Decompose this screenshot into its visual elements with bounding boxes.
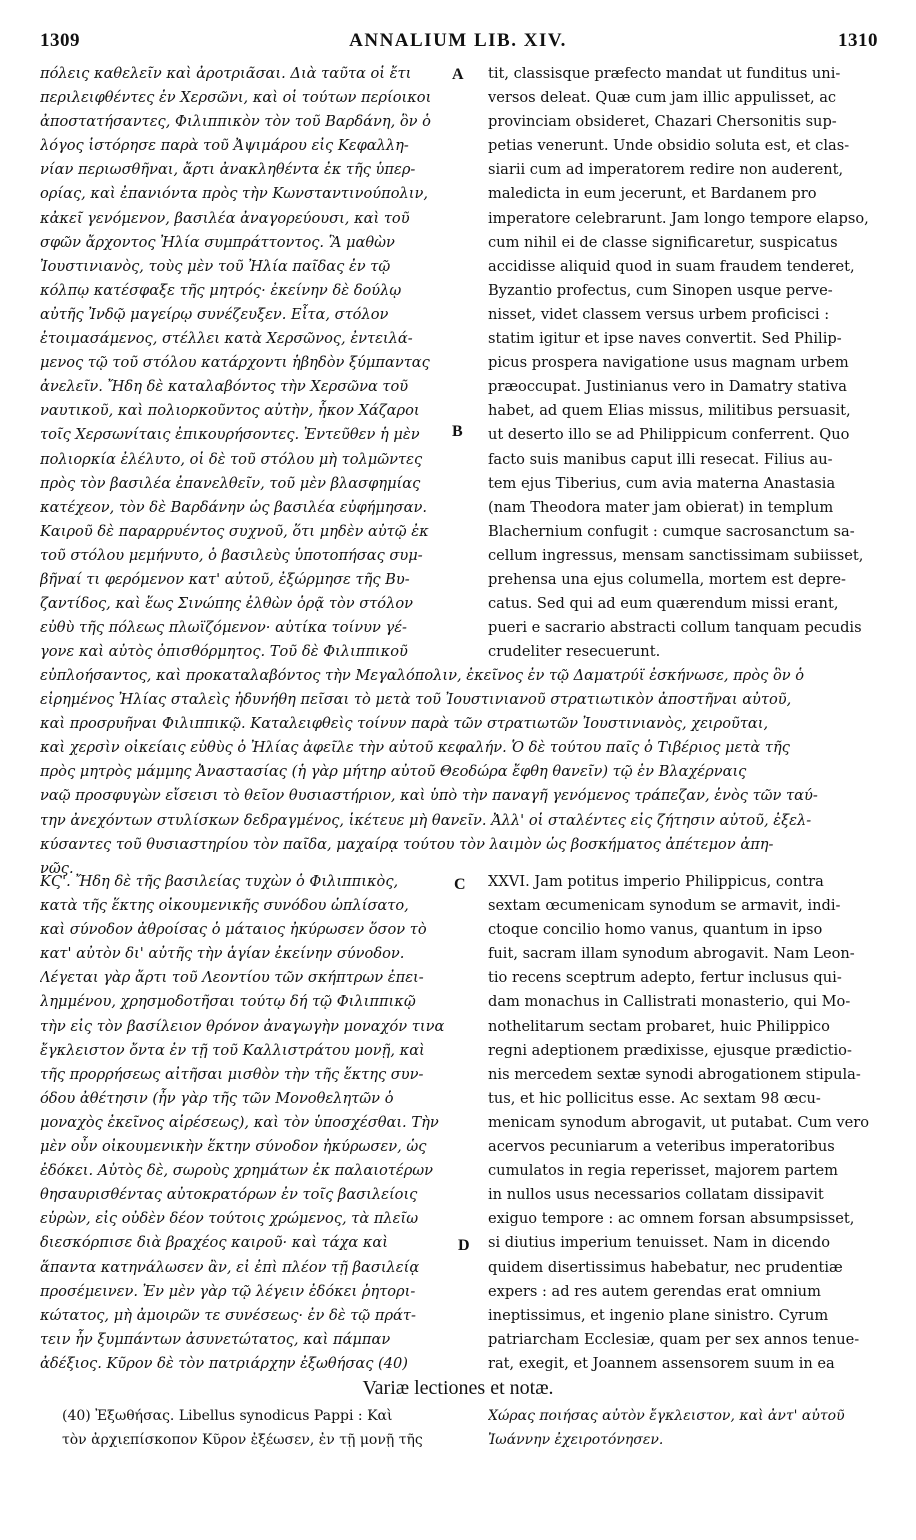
margin-marker-b: B — [452, 423, 463, 440]
greek-text-line: εὐπλοήσαντος, καὶ προκαταλαβόντος τὴν Μεγαλόπολιν, ἐκεῖνος ἐν τῷ Δαματρύϊ ἐσκήνωσε, πρὸς ὃν ὁ — [40, 667, 805, 684]
greek-text-line: προσέμεινεν. Ἐν μὲν γὰρ τῷ λέγειν ἐδόκει ῥητορι- — [40, 1282, 416, 1300]
greek-text-line: μὲν οὖν οἰκουμενικὴν ἕκτην σύνοδον ἠκύρωσεν, ὡς — [40, 1138, 427, 1156]
greek-text-line: Καιροῦ δὲ παραρρυέντος συχνοῦ, ὅτι μηδὲν αὐτῷ ἐκ — [40, 522, 429, 540]
greek-text-line: κατ' αὐτὸν δι' αὐτῆς τὴν ἁγίαν ἐκείνην σύνοδον. — [40, 945, 405, 963]
latin-text-line: Blachernium confugit : cumque sacrosanctum sa- — [488, 522, 855, 540]
greek-text-line: ναυτικοῦ, καὶ πολιορκοῦντος αὐτὴν, ἧκον Χάζαροι — [40, 402, 420, 420]
greek-text-line: καὶ χερσὶν οἰκείαις εὐθὺς ὁ Ἠλίας ἀφεῖλε τὴν αὐτοῦ κεφαλήν. Ὁ δὲ τούτου παῖς ὁ Τιβέριος μετὰ τῆς — [40, 739, 790, 757]
latin-text-line: rat, exegit, et Joannem assensorem suum in ea — [488, 1354, 835, 1372]
latin-text-line: maledicta in eum jecerunt, et Bardanem pro — [488, 185, 817, 203]
latin-column-top — [488, 62, 878, 664]
latin-text-line: in nullos usus necessarios collatam dissipavit — [488, 1186, 824, 1204]
greek-text-line: κατὰ τῆς ἕκτης οἰκουμενικῆς συνόδου ὡπλίσατο, — [40, 897, 409, 915]
note-line: (40) Ἐξωθήσας. Libellus synodicus Pappi : Καὶ — [62, 1408, 393, 1424]
greek-text-line: τοῖς Χερσωνίταις ἐπικουρήσοντες. Ἐντεῦθεν ἡ μὲν — [40, 426, 420, 444]
greek-text-line: λόγος ἱστόρησε παρὰ τοῦ Ἀψιμάρου εἰς Κεφαλλη- — [40, 137, 409, 155]
latin-text-line: crudeliter resecuerunt. — [488, 643, 661, 661]
latin-text-line: pueri e sacrario abstracti collum tanquam pecudis — [488, 619, 862, 637]
latin-text-line: patriarcham Ecclesiæ, quam per sex annos tenue- — [488, 1330, 860, 1348]
latin-text-line: menicam synodum abrogavit, ut putabat. Cum vero — [488, 1113, 870, 1131]
latin-text-line: imperatore celebrarunt. Jam longo tempore elapso, — [488, 209, 869, 227]
greek-text-line: ἑτοιμασάμενος, στέλλει κατὰ Χερσῶνος, ἐντειλά- — [40, 330, 413, 348]
greek-text-line: πρὸς τὸν βασιλέα ἐπανελθεῖν, τοῦ μὲν βλασφημίας — [40, 474, 421, 492]
margin-marker-d: D — [458, 1237, 470, 1254]
latin-text-line: provinciam obsideret, Chazari Chersonitis sup- — [488, 113, 837, 131]
greek-text-line: ἀδέξιος. Κῦρον δὲ τὸν πατριάρχην ἐξωθήσας (40) — [40, 1354, 408, 1372]
greek-text-line: σφῶν ἄρχοντος Ἠλία συμπράττοντος. Ἃ μαθὼν — [40, 233, 395, 251]
latin-text-line: regni adeptionem prædixisse, ejusque prædictio- — [488, 1041, 852, 1059]
greek-text-line: κἀκεῖ γενόμενον, βασιλέα ἀναγορεύουσι, καὶ τοῦ — [40, 209, 410, 227]
latin-text-line: tio recens sceptrum adepto, fertur inclusus qui- — [488, 969, 842, 987]
latin-text-line: exiguo tempore : ac omnem forsan absumpsisset, — [488, 1210, 855, 1228]
greek-text-line: ΚϚ'. Ἤδη δὲ τῆς βασιλείας τυχὼν ὁ Φιλιππικὸς, — [40, 873, 399, 890]
latin-text-line: sextam œcumenicam synodum se armavit, indi- — [488, 897, 841, 915]
greek-text-line: βῆναί τι φερόμενον κατ' αὐτοῦ, ἐξώρμησε τῆς Βυ- — [40, 570, 410, 588]
latin-text-line: cumulatos in regia reperisset, majorem partem — [488, 1162, 838, 1180]
greek-text-line: θησαυρισθέντας αὐτοκρατόρων ἐν τοῖς βασιλείοις — [40, 1186, 418, 1204]
greek-text-line: όδου ἀθέτησιν (ἦν γὰρ τῆς τῶν Μονοθελητῶν ὁ — [40, 1089, 394, 1107]
latin-text-line: ctoque concilio homo vanus, quantum in ipso — [488, 921, 823, 939]
latin-text-line: nis mercedem sextæ synodi abrogationem stipula- — [488, 1065, 861, 1083]
latin-text-line: cellum ingressus, mensam sanctissimam subiisset, — [488, 546, 864, 564]
latin-text-line: tem ejus Tiberius, cum avia materna Anastasia — [488, 474, 836, 492]
greek-text-line: τοῦ στόλου μεμήνυτο, ὁ βασιλεὺς ὑποτοπήσας συμ- — [40, 546, 423, 564]
note-line: Χώρας ποιήσας αὐτὸν ἔγκλειστον, καὶ ἀντ' αὐτοῦ — [488, 1408, 845, 1424]
running-title: ANNALIUM LIB. XIV. — [349, 30, 567, 51]
latin-text-line: ineptissimus, et ingenio plane sinistro. Cyrum — [488, 1306, 829, 1324]
margin-marker-c: C — [454, 876, 466, 893]
latin-text-line: tus, et hic pollicitus esse. Ac sextam 98 œcu- — [488, 1089, 821, 1107]
latin-text-line: præoccupat. Justinianus vero in Damatry stativa — [488, 378, 847, 396]
note-line: Ἰωάννην ἐχειροτόνησεν. — [488, 1432, 664, 1449]
greek-text-line: λημμένου, χρησμοδοτῆσαι τούτῳ δή τῷ Φιλιππικῷ — [40, 993, 416, 1011]
greek-text-line: πολιορκία ἐλέλυτο, οἱ δὲ τοῦ στόλου μὴ τολμῶντες — [40, 450, 423, 468]
latin-text-line: nisset, videt classem versus urbem proficisci : — [488, 305, 830, 323]
latin-text-line: accidisse aliquid quod in suam fraudem tenderet, — [488, 257, 855, 275]
margin-marker-a: A — [452, 66, 464, 83]
note-left-column — [62, 1405, 462, 1453]
note-right-column — [488, 1405, 888, 1453]
greek-text-line: Λέγεται γὰρ ἄρτι τοῦ Λεοντίου τῶν σκήπτρων ἐπει- — [40, 969, 424, 987]
greek-text-line: ἅπαντα κατηνάλωσεν ἂν, εἰ ἐπὶ πλέον τῇ βασιλείᾳ — [40, 1258, 420, 1276]
greek-text-line: ἐδόκει. Αὐτὸς δὲ, σωροὺς χρημάτων ἐκ παλαιοτέρων — [40, 1162, 434, 1180]
greek-text-line: εὑρὼν, εἰς οὐδὲν δέον τούτοις χρώμενος, τὰ πλεῖω — [40, 1210, 419, 1228]
greek-text-line: τῆς προρρήσεως αἰτῆσαι μισθὸν τὴν τῆς ἕκτης συν- — [40, 1065, 424, 1083]
greek-text-line: γονε καὶ αὐτὸς ὀπισθόρμητος. Τοῦ δὲ Φιλιππικοῦ — [40, 643, 408, 661]
greek-text-line: νῶς. — [40, 859, 74, 877]
greek-text-line: πρὸς μητρὸς μάμμης Ἀναστασίας (ἡ γὰρ μήτηρ αὐτοῦ Θεοδώρα ἔφθη θανεῖν) τῷ ἐν Βλαχέρναις — [40, 763, 747, 781]
greek-text-line: πόλεις καθελεῖν καὶ ἀροτριᾶσαι. Διὰ ταῦτα οἱ ἔτι — [40, 65, 412, 82]
greek-text-line: μενος τῷ τοῦ στόλου κατάρχοντι ἡβηδὸν ξύμπαντας — [40, 354, 430, 372]
latin-text-line: Byzantio profectus, cum Sinopen usque perve- — [488, 281, 833, 299]
greek-text-line: Ἰουστινιανὸς, τοὺς μὲν τοῦ Ἠλία παῖδας ἐν τῷ — [40, 257, 391, 275]
latin-text-line: petias venerunt. Unde obsidio soluta est, et clas- — [488, 137, 850, 155]
latin-text-line: prehensa una ejus columella, mortem est depre- — [488, 570, 846, 588]
greek-text-line: ἀνελεῖν. Ἤδη δὲ καταλαβόντος τὴν Χερσῶνα τοῦ — [40, 378, 409, 396]
greek-text-line: ναῷ προσφυγὼν εἴσεισι τὸ θεῖον θυσιαστήριον, καὶ ὑπὸ τὴν παναγῆ γενόμενος τράπεζαν, ἑνὸς τῶν ταύ- — [40, 787, 818, 805]
greek-column-top — [40, 62, 452, 664]
greek-text-line: αὐτῆς Ἰνδῷ μαγείρῳ συνέζευξεν. Εἶτα, στόλον — [40, 305, 389, 323]
left-page-number: 1309 — [40, 30, 80, 51]
latin-text-line: siarii cum ad imperatorem redire non auderent, — [488, 161, 844, 179]
greek-text-line: εὐθὺ τῆς πόλεως πλωϊζόμενον· αὐτίκα τοίνυν γέ- — [40, 619, 407, 637]
latin-text-line: ut deserto illo se ad Philippicum conferrent. Quo — [488, 426, 850, 444]
latin-text-line: habet, ad quem Elias missus, militibus persuasit, — [488, 402, 851, 420]
latin-text-line: XXVI. Jam potitus imperio Philippicus, contra — [488, 873, 824, 890]
greek-text-line: κώτατος, μὴ ἀμοιρῶν τε συνέσεως· ἐν δὲ τῷ πράτ- — [40, 1306, 416, 1324]
greek-text-line: ἀποστατήσαντες, Φιλιππικὸν τὸν τοῦ Βαρδάνη, ὃν ὁ — [40, 113, 431, 131]
latin-text-line: (nam Theodora mater jam obierat) in templum — [488, 498, 834, 516]
latin-text-line: tit, classisque præfecto mandat ut funditus uni- — [488, 65, 841, 82]
greek-text-line: ζαντίδος, καὶ ἕως Σινώπης ἐλθὼν ὁρᾷ τὸν στόλον — [40, 595, 413, 613]
right-page-number: 1310 — [838, 30, 878, 51]
greek-text-line: εἰρημένος Ἠλίας σταλεὶς ἠδυνήθη πεῖσαι τὸ μετὰ τοῦ Ἰουστινιανοῦ στρατιωτικὸν ἀποστῆναι αὐτοῦ, — [40, 691, 792, 709]
greek-text-line: διεσκόρπισε διὰ βραχέος καιροῦ· καὶ τάχα καὶ — [40, 1234, 388, 1252]
latin-text-line: fuit, sacram illam synodum abrogavit. Nam Leon- — [488, 945, 855, 963]
greek-text-line: καὶ προσρυῆναι Φιλιππικῷ. Καταλειφθεὶς τοίνυν παρὰ τῶν στρατιωτῶν Ἰουστινιανὸς, χειροῦται, — [40, 715, 769, 733]
latin-text-line: versos deleat. Quæ cum jam illic appulisset, ac — [488, 89, 837, 107]
latin-text-line: si diutius imperium tenuisset. Nam in dicendo — [488, 1234, 830, 1252]
greek-text-line: καὶ σύνοδον ἀθροίσας ὁ μάταιος ἠκύρωσεν ὅσον τὸ — [40, 921, 427, 939]
greek-text-line: περιλειφθέντες ἐν Χερσῶνι, καὶ οἱ τούτων περίοικοι — [40, 89, 432, 107]
latin-column-bottom — [488, 870, 878, 1376]
greek-text-line: την ἀνεχόντων στυλίσκων δεδραγμένος, ἱκέτευε μὴ θανεῖν. Ἀλλ' οἱ σταλέντες εἰς ζήτησιν αὐτοῦ, ἐξελ- — [40, 811, 812, 829]
latin-text-line: nothelitarum sectam probaret, huic Philippico — [488, 1017, 830, 1035]
greek-text-line: κατέχεον, τὸν δὲ Βαρδάνην ὡς βασιλέα εὐφήμησαν. — [40, 498, 427, 516]
greek-text-line: τειν ἦν ξυμπάντων ἀσυνετώτατος, καὶ πάμπαν — [40, 1330, 391, 1348]
latin-text-line: quidem disertissimus habebatur, nec prudentiæ — [488, 1258, 843, 1276]
greek-text-line: τὴν εἰς τὸν βασίλειον θρόνον ἀναγωγὴν μοναχόν τινα — [40, 1017, 445, 1035]
latin-text-line: facto suis manibus caput illi resecat. Filius au- — [488, 450, 833, 468]
latin-text-line: statim igitur et ipse naves convertit. Sed Philip- — [488, 330, 842, 348]
greek-text-line: νίαν περιωσθῆναι, ἄρτι ἀνακληθέντα ἐκ τῆς ὑπερ- — [40, 161, 416, 179]
greek-text-line: μοναχὸς ἐκεῖνος αἱρέσεως), καὶ τὸν ὑποσχέσθαι. Τὴν — [40, 1113, 439, 1131]
greek-text-line: κύσαντες τοῦ θυσιαστηρίου τὸν παῖδα, μαχαίρᾳ τούτου τὸν λαιμὸν ὡς βοσκήματος ἀπέτεμον ἀπη- — [40, 835, 774, 853]
greek-column-bottom — [40, 870, 452, 1376]
notes-heading: Variæ lectiones et notæ. — [362, 1377, 554, 1399]
latin-text-line: acervos pecuniarum a veteribus imperatoribus — [488, 1138, 835, 1156]
latin-text-line: picus prospera navigatione usus magnam urbem — [488, 354, 849, 372]
latin-text-line: expers : ad res autem gerendas erat omnium — [488, 1282, 821, 1300]
latin-text-line: dam monachus in Callistrati monasterio, qui Mo- — [488, 993, 851, 1011]
latin-text-line: catus. Sed qui ad eum quærendum missi erant, — [488, 595, 839, 613]
greek-text-line: ορίας, καὶ ἐπανιόντα πρὸς τὴν Κωνσταντινούπολιν, — [40, 185, 428, 203]
note-line: τὸν ἀρχιεπίσκοπον Κῦρον ἐξέωσεν, ἐν τῇ μονῇ τῆς — [62, 1432, 423, 1449]
greek-text-line: κόλπῳ κατέσφαξε τῆς μητρός· ἐκείνην δὲ δούλῳ — [40, 281, 402, 299]
greek-text-line: ἔγκλειστον ὄντα ἐν τῇ τοῦ Καλλιστράτου μονῇ, καὶ — [40, 1041, 425, 1059]
greek-full-width-block — [40, 664, 878, 881]
latin-text-line: cum nihil ei de classe significaretur, suspicatus — [488, 233, 838, 251]
